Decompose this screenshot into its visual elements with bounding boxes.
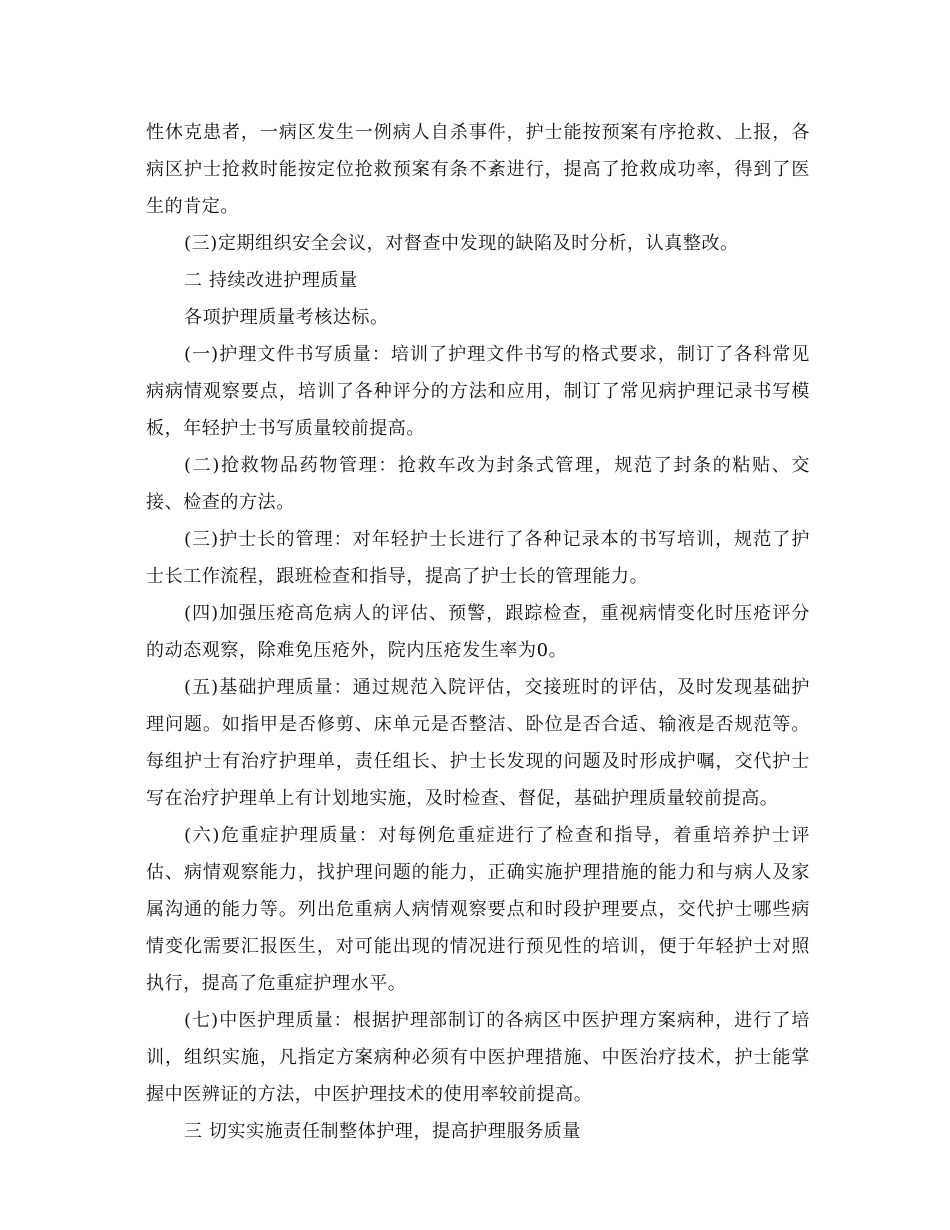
paragraph-quality-standard: 各项护理质量考核达标。 [184, 307, 389, 328]
paragraph-basic-nursing: (五)基础护理质量：通过规范入院评估，交接班时的评估，及时发现基础护理问题。如指甲是否修剪、床单元是否整洁、卧位是否合适、输液是否规范等。每组护士有治疗护理单，责任组长、护士长发现的问题及时形成护嘱，交代护士写在治疗护理单上有计划地实施，及时检查、督促，基础护理质量较前提高。 [146, 677, 810, 809]
paragraph-rescue-supplies: (二)抢救物品药物管理：抢救车改为封条式管理，规范了封条的粘贴、交接、检查的方法。 [146, 455, 810, 513]
paragraph-head-nurse-management: (三)护士长的管理：对年轻护士长进行了各种记录本的书写培训，规范了护士长工作流程，跟班检查和指导，提高了护士长的管理能力。 [146, 529, 810, 587]
section-heading-responsibility: 三 切实实施责任制整体护理，提高护理服务质量 [184, 1121, 581, 1142]
paragraph-critical-care: (六)危重症护理质量：对每例危重症进行了检查和指导，着重培养护士评估、病情观察能力，找护理问题的能力，正确实施护理措施的能力和与病人及家属沟通的能力等。列出危重病人病情观察要点和时段护理要点，交代护士哪些病情变化需要汇报医生，对可能出现的情况进行预见性的培训，便于年轻护士对照执行，提高了危重症护理水平。 [146, 825, 810, 994]
paragraph-tcm-nursing: (七)中医护理质量：根据护理部制订的各病区中医护理方案病种，进行了培训，组织实施，凡指定方案病种必须有中医护理措施、中医治疗技术，护士能掌握中医辨证的方法，中医护理技术的使用率较前提高。 [146, 1010, 810, 1105]
paragraph-safety-meeting: (三)定期组织安全会议，对督查中发现的缺陷及时分析，认真整改。 [184, 233, 739, 254]
document-body [146, 114, 810, 1150]
paragraph-continuation: 性休克患者，一病区发生一例病人自杀事件，护士能按预案有序抢救、上报，各病区护士抢救时能按定位抢救预案有条不紊进行，提高了抢救成功率，得到了医生的肯定。 [146, 122, 810, 217]
section-heading-quality: 二 持续改进护理质量 [184, 270, 358, 291]
paragraph-pressure-ulcer: (四)加强压疮高危病人的评估、预警，跟踪检查，重视病情变化时压疮评分的动态观察，除难免压疮外，院内压疮发生率为0。 [146, 603, 810, 661]
paragraph-documentation-quality: (一)护理文件书写质量：培训了护理文件书写的格式要求，制订了各科常见病病情观察要点，培训了各种评分的方法和应用，制订了常见病护理记录书写模板，年轻护士书写质量较前提高。 [146, 344, 810, 439]
